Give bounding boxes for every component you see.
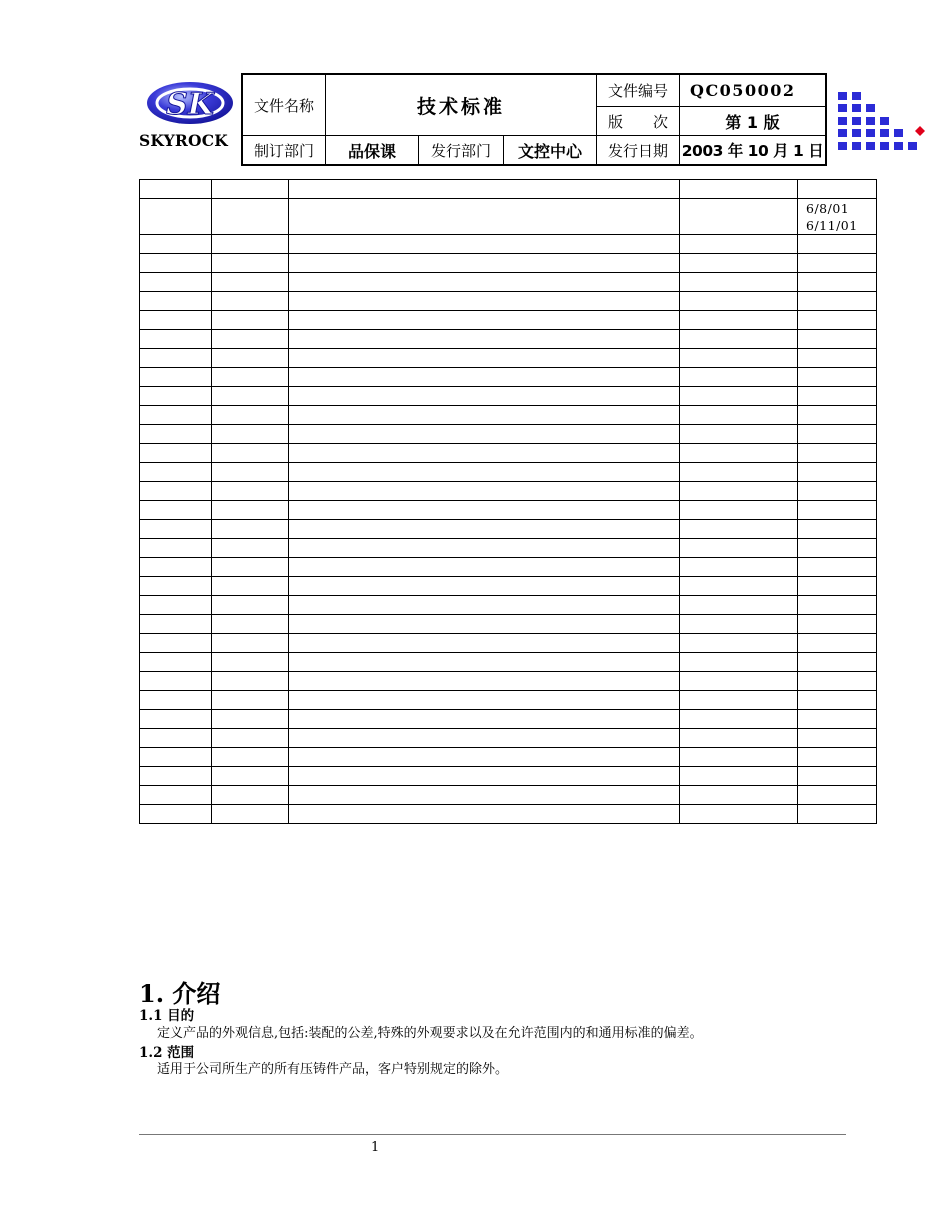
table-cell bbox=[289, 767, 680, 786]
table-cell bbox=[140, 444, 212, 463]
table-row bbox=[140, 539, 877, 558]
table-cell bbox=[680, 805, 798, 824]
table-cell bbox=[798, 539, 877, 558]
table-row bbox=[140, 180, 877, 199]
table-cell bbox=[798, 254, 877, 273]
table-cell bbox=[680, 729, 798, 748]
table-cell bbox=[798, 805, 877, 824]
table-row bbox=[140, 425, 877, 444]
table-row bbox=[140, 558, 877, 577]
issue-date-label: 发行日期 bbox=[607, 141, 668, 160]
table-cell bbox=[212, 691, 289, 710]
table-cell bbox=[680, 653, 798, 672]
table-cell bbox=[680, 596, 798, 615]
table-cell bbox=[212, 520, 289, 539]
table-cell bbox=[289, 368, 680, 387]
table-cell bbox=[140, 463, 212, 482]
table-cell bbox=[798, 501, 877, 520]
table-cell bbox=[798, 235, 877, 254]
table-cell bbox=[798, 330, 877, 349]
table-cell bbox=[140, 634, 212, 653]
table-cell bbox=[140, 539, 212, 558]
table-cell bbox=[680, 615, 798, 634]
table-cell bbox=[680, 558, 798, 577]
table-cell bbox=[680, 520, 798, 539]
table-row bbox=[140, 653, 877, 672]
table-cell bbox=[140, 406, 212, 425]
table-cell bbox=[140, 767, 212, 786]
table-cell bbox=[140, 577, 212, 596]
table-cell bbox=[140, 482, 212, 501]
table-cell bbox=[289, 520, 680, 539]
table-cell bbox=[680, 672, 798, 691]
table-cell bbox=[798, 786, 877, 805]
table-cell bbox=[140, 292, 212, 311]
table-row bbox=[140, 596, 877, 615]
table-cell bbox=[212, 767, 289, 786]
table-row bbox=[140, 634, 877, 653]
table-row bbox=[140, 387, 877, 406]
table-cell bbox=[798, 558, 877, 577]
table-cell bbox=[289, 406, 680, 425]
table-cell bbox=[212, 558, 289, 577]
table-cell bbox=[680, 292, 798, 311]
table-cell bbox=[140, 786, 212, 805]
table-cell bbox=[680, 349, 798, 368]
table-cell bbox=[140, 501, 212, 520]
table-row bbox=[140, 368, 877, 387]
logo-text: SKYROCK bbox=[139, 131, 228, 150]
table-cell bbox=[680, 501, 798, 520]
table-cell bbox=[798, 577, 877, 596]
table-cell bbox=[212, 577, 289, 596]
table-cell bbox=[289, 387, 680, 406]
table-row bbox=[140, 406, 877, 425]
table-cell bbox=[798, 691, 877, 710]
table-row bbox=[140, 786, 877, 805]
table-cell bbox=[212, 805, 289, 824]
table-cell bbox=[140, 805, 212, 824]
table-row bbox=[140, 349, 877, 368]
table-cell bbox=[289, 710, 680, 729]
table-cell bbox=[798, 672, 877, 691]
table-row bbox=[140, 199, 877, 235]
table-cell bbox=[289, 311, 680, 330]
table-cell bbox=[289, 691, 680, 710]
table-cell bbox=[680, 368, 798, 387]
table-row bbox=[140, 235, 877, 254]
table-cell bbox=[798, 463, 877, 482]
table-cell bbox=[798, 748, 877, 767]
table-cell bbox=[289, 444, 680, 463]
scope-text: 适用于公司所生产的所有压铸件产品，客户特别规定的除外。 bbox=[157, 1062, 509, 1077]
table-cell bbox=[140, 672, 212, 691]
table-cell bbox=[680, 311, 798, 330]
table-cell bbox=[680, 425, 798, 444]
table-cell bbox=[289, 482, 680, 501]
table-cell bbox=[212, 406, 289, 425]
revision-date: 6/11/01 bbox=[806, 217, 858, 233]
table-cell bbox=[289, 786, 680, 805]
table-cell bbox=[289, 805, 680, 824]
table-cell bbox=[680, 463, 798, 482]
table-cell bbox=[798, 387, 877, 406]
document-header-table bbox=[241, 73, 827, 166]
table-cell bbox=[680, 767, 798, 786]
table-cell bbox=[680, 387, 798, 406]
table-cell bbox=[680, 273, 798, 292]
table-row bbox=[140, 311, 877, 330]
table-cell bbox=[212, 615, 289, 634]
table-cell bbox=[289, 501, 680, 520]
table-cell bbox=[680, 330, 798, 349]
table-cell bbox=[212, 444, 289, 463]
table-cell bbox=[212, 292, 289, 311]
purpose-text: 定义产品的外观信息,包括:装配的公差,特殊的外观要求以及在允许范围内的和通用标准的偏差。 bbox=[157, 1026, 703, 1041]
table-cell bbox=[680, 406, 798, 425]
table-cell bbox=[140, 273, 212, 292]
table-cell bbox=[140, 235, 212, 254]
table-cell bbox=[212, 786, 289, 805]
table-cell bbox=[212, 672, 289, 691]
table-cell bbox=[140, 558, 212, 577]
table-row bbox=[140, 501, 877, 520]
table-cell bbox=[289, 653, 680, 672]
table-row bbox=[140, 748, 877, 767]
file-no-value: QC050002 bbox=[690, 81, 796, 100]
table-row bbox=[140, 615, 877, 634]
table-cell bbox=[289, 463, 680, 482]
table-cell bbox=[289, 577, 680, 596]
table-cell bbox=[212, 501, 289, 520]
table-cell bbox=[798, 349, 877, 368]
subsection-heading-scope: 1.2 范围 bbox=[139, 1045, 195, 1061]
table-cell bbox=[212, 254, 289, 273]
table-row bbox=[140, 729, 877, 748]
table-row bbox=[140, 444, 877, 463]
table-cell bbox=[212, 596, 289, 615]
issue-dept-label: 发行部门 bbox=[430, 141, 491, 160]
table-row bbox=[140, 482, 877, 501]
table-cell bbox=[289, 729, 680, 748]
file-no-label: 文件编号 bbox=[607, 82, 668, 100]
dept-value: 品保课 bbox=[347, 141, 396, 161]
file-name-value: 技术标准 bbox=[416, 95, 505, 118]
table-cell bbox=[212, 539, 289, 558]
table-cell bbox=[140, 368, 212, 387]
table-cell bbox=[289, 330, 680, 349]
table-cell bbox=[289, 292, 680, 311]
table-cell bbox=[798, 520, 877, 539]
svg-text:SK: SK bbox=[166, 87, 214, 122]
version-label: 版 次 bbox=[607, 112, 668, 131]
table-cell bbox=[289, 596, 680, 615]
table-cell bbox=[289, 235, 680, 254]
table-cell bbox=[289, 273, 680, 292]
issue-dept-value: 文控中心 bbox=[517, 141, 582, 161]
table-cell bbox=[680, 710, 798, 729]
table-row bbox=[140, 463, 877, 482]
table-cell bbox=[212, 273, 289, 292]
table-cell bbox=[212, 482, 289, 501]
table-cell bbox=[140, 653, 212, 672]
table-cell bbox=[680, 786, 798, 805]
table-cell bbox=[140, 520, 212, 539]
issue-date-value: 2003 年 10 月 1 日 bbox=[681, 142, 824, 160]
table-cell bbox=[289, 425, 680, 444]
table-cell bbox=[798, 710, 877, 729]
table-cell bbox=[680, 577, 798, 596]
table-cell bbox=[798, 444, 877, 463]
table-cell bbox=[798, 482, 877, 501]
table-row bbox=[140, 292, 877, 311]
table-cell bbox=[212, 311, 289, 330]
table-cell bbox=[140, 425, 212, 444]
table-cell bbox=[140, 330, 212, 349]
table-cell bbox=[212, 748, 289, 767]
table-cell bbox=[212, 387, 289, 406]
table-cell bbox=[798, 653, 877, 672]
table-row bbox=[140, 254, 877, 273]
table-cell bbox=[140, 596, 212, 615]
table-row bbox=[140, 273, 877, 292]
table-cell bbox=[289, 254, 680, 273]
file-name-label: 文件名称 bbox=[253, 96, 314, 115]
table-cell bbox=[140, 691, 212, 710]
table-cell bbox=[798, 311, 877, 330]
table-cell bbox=[212, 653, 289, 672]
table-cell bbox=[680, 691, 798, 710]
table-cell bbox=[212, 235, 289, 254]
table-cell bbox=[289, 558, 680, 577]
page-number: 1 bbox=[371, 1140, 380, 1155]
table-cell bbox=[212, 425, 289, 444]
table-cell bbox=[680, 748, 798, 767]
table-cell bbox=[212, 634, 289, 653]
table-cell bbox=[798, 292, 877, 311]
table-cell bbox=[212, 368, 289, 387]
table-cell bbox=[798, 615, 877, 634]
revision-dates-cell bbox=[798, 199, 877, 235]
table-cell bbox=[212, 729, 289, 748]
table-cell bbox=[680, 539, 798, 558]
table-row bbox=[140, 330, 877, 349]
table-cell bbox=[140, 729, 212, 748]
table-row bbox=[140, 805, 877, 824]
table-cell bbox=[798, 596, 877, 615]
table-cell bbox=[289, 349, 680, 368]
table-cell bbox=[680, 444, 798, 463]
table-row bbox=[140, 710, 877, 729]
decorative-squares-icon bbox=[836, 92, 931, 154]
table-cell bbox=[212, 710, 289, 729]
table-cell bbox=[798, 406, 877, 425]
table-cell bbox=[680, 634, 798, 653]
table-cell bbox=[798, 273, 877, 292]
table-cell bbox=[140, 615, 212, 634]
table-row bbox=[140, 577, 877, 596]
table-cell bbox=[140, 748, 212, 767]
table-cell bbox=[212, 463, 289, 482]
table-cell bbox=[798, 368, 877, 387]
table-cell bbox=[680, 482, 798, 501]
dept-label: 制订部门 bbox=[253, 141, 314, 160]
table-cell bbox=[140, 710, 212, 729]
table-cell bbox=[140, 254, 212, 273]
subsection-heading-purpose: 1.1 目的 bbox=[139, 1008, 195, 1024]
table-cell bbox=[212, 330, 289, 349]
table-row bbox=[140, 767, 877, 786]
revision-date: 6/8/01 bbox=[806, 200, 850, 216]
table-row bbox=[140, 672, 877, 691]
version-value: 第 1 版 bbox=[725, 112, 780, 132]
table-cell bbox=[289, 748, 680, 767]
table-cell bbox=[140, 349, 212, 368]
table-cell bbox=[680, 254, 798, 273]
table-cell bbox=[798, 634, 877, 653]
footer-divider bbox=[139, 1134, 846, 1135]
section-title: 1. 介绍 bbox=[139, 979, 221, 1008]
table-cell bbox=[140, 311, 212, 330]
revision-table bbox=[139, 179, 877, 824]
table-cell bbox=[798, 729, 877, 748]
table-row bbox=[140, 520, 877, 539]
table-cell bbox=[289, 539, 680, 558]
table-cell bbox=[680, 235, 798, 254]
table-cell bbox=[289, 672, 680, 691]
table-cell bbox=[798, 767, 877, 786]
table-row bbox=[140, 691, 877, 710]
table-cell bbox=[140, 387, 212, 406]
table-cell bbox=[289, 634, 680, 653]
table-cell bbox=[289, 615, 680, 634]
table-cell bbox=[798, 425, 877, 444]
table-cell bbox=[212, 349, 289, 368]
